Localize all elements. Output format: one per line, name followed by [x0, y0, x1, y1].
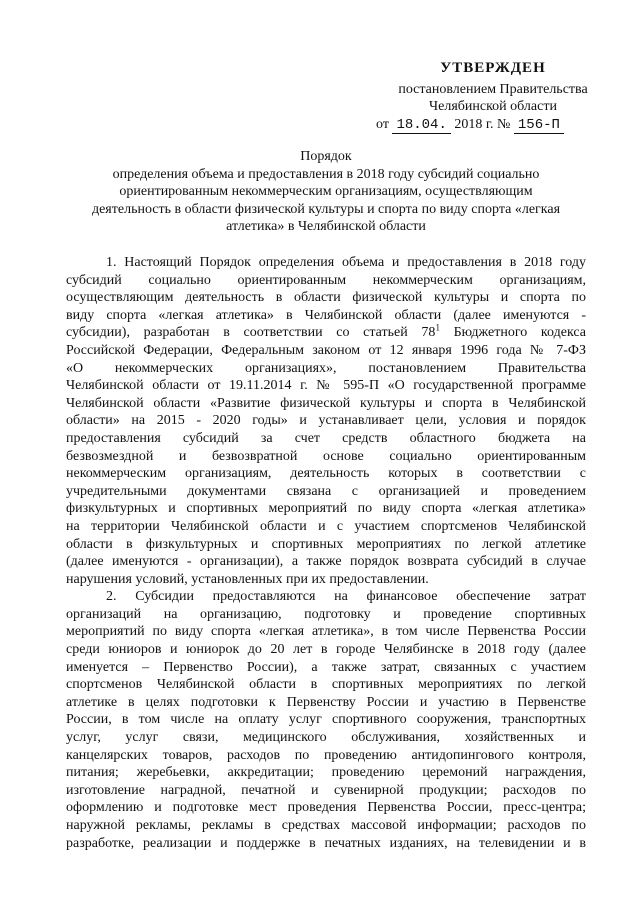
body-line: наружной рекламы, рекламы в средствах массовой информации; расходов по	[66, 818, 586, 833]
body-line: учредительными документами связана с организацией и проведением	[66, 483, 586, 499]
title-main: Порядок	[300, 149, 352, 164]
body-line: организаций на организацию, подготовку и проведение спортивных	[66, 606, 586, 622]
body-line: на территории Челябинской области и с участием спортсменов Челябинской	[66, 518, 586, 534]
body-line: нарушения условий, установленных при их предоставлении.	[66, 571, 429, 587]
title-line: ориентированным некоммерческим организациям, осуществляющим	[119, 184, 533, 200]
body-line: физкультурных и спортивных мероприятий по виду спорта «легкая атлетика»	[66, 501, 586, 517]
body-line: атлетике в целях подготовки к Первенству России и участию в Первенстве	[66, 694, 586, 710]
approval-number: 156-П	[514, 117, 564, 134]
approval-date-row	[368, 116, 618, 135]
body-line: 2. Субсидии предоставляются на финансовое обеспечение затрат	[106, 589, 586, 605]
title-line: определения объема и предоставления в 2018 году субсидий социально	[112, 166, 540, 182]
body-line: области» на 2015 - 2020 годы» и устанавливает цели, условия и порядок	[66, 413, 586, 429]
body-line: спортсменов Челябинской области в спортивных мероприятиях по легкой	[66, 677, 586, 693]
title-line: деятельность в области физической культуры и спорта по виду спорта «легкая	[91, 201, 561, 217]
body-line: некоммерческим организациям, деятельность которых в соответствии с	[66, 466, 586, 482]
approval-year-label: 2018 г. №	[454, 116, 511, 132]
body-line: Челябинской области от 19.11.2014 г. № 595-П «О государственной программе	[66, 378, 586, 394]
body-line: Российской Федерации, Федеральным законом от 12 января 1996 года № 7-ФЗ	[66, 342, 586, 358]
document-body	[66, 254, 586, 852]
body-line: именуется – Первенство России), а также затрат, связанных с участием	[66, 659, 586, 675]
body-line: субсидий социально ориентированным некоммерческим организациям,	[66, 272, 586, 288]
approval-from-label: от	[376, 116, 389, 132]
body-line: России, в том числе на оплату услуг спортивного сооружения, транспортных	[66, 712, 586, 728]
body-line: Челябинской области «Развитие физической культуры и спорта в Челябинской	[66, 395, 586, 411]
body-line: разработке, реализации и поддержке в печатных изданиях, на телевидении и в	[66, 835, 586, 851]
body-line: мероприятий по виду спорта «легкая атлетика», в том числе Первенства России	[66, 624, 586, 640]
body-line: 1. Настоящий Порядок определения объема и предоставления в 2018 году	[106, 255, 586, 270]
body-line: осуществляющим деятельность в области физической культуры и спорта по	[66, 290, 586, 306]
body-line: среди юниоров и юниорок до 20 лет в городе Челябинске в 2018 году (далее	[66, 642, 586, 658]
approval-stamp	[368, 60, 618, 134]
approval-line-2: Челябинской области	[429, 99, 557, 114]
body-line	[66, 324, 586, 342]
body-line: питания; жеребьевки, аккредитации; проведению церемоний награждения,	[66, 765, 586, 781]
body-line: виду спорта «легкая атлетика» в Челябинской области (далее именуются -	[66, 307, 586, 323]
body-line: канцелярских товаров, расходов по проведению антидопингового контроля,	[66, 747, 586, 763]
body-line: услуг, услуг связи, медицинского обслуживания, хозяйственных и	[66, 730, 586, 746]
body-line: (далее именуются - организации), а также порядок возврата субсидий в случае	[66, 554, 586, 570]
body-line: изготовление наградной, печатной и сувенирной продукции; расходов по	[66, 782, 586, 798]
approval-line-1: постановлением Правительства	[398, 81, 588, 97]
approval-heading: УТВЕРЖДЕН	[440, 60, 546, 76]
body-line: предоставления субсидий за счет средств областного бюджета на	[66, 430, 586, 446]
body-line: области в физкультурных и спортивных мероприятиях по легкой атлетике	[66, 536, 586, 552]
approval-date: 18.04.	[392, 117, 450, 134]
body-line: безвозмездной и безвозвратной основе социально ориентированным	[66, 448, 586, 464]
body-line: оформлению и подготовке мест проведения Первенства России, пресс-центра;	[66, 800, 586, 816]
body-line-text: Бюджетного кодекса	[453, 325, 587, 341]
document-title	[66, 148, 586, 236]
body-line: «О некоммерческих организациях», постановлением Правительства	[66, 360, 586, 376]
body-line-text: субсидии), разработан в соответствии со статьей 78	[66, 325, 436, 341]
footnote-superscript: 1	[435, 322, 440, 333]
title-line: атлетика» в Челябинской области	[226, 219, 426, 235]
